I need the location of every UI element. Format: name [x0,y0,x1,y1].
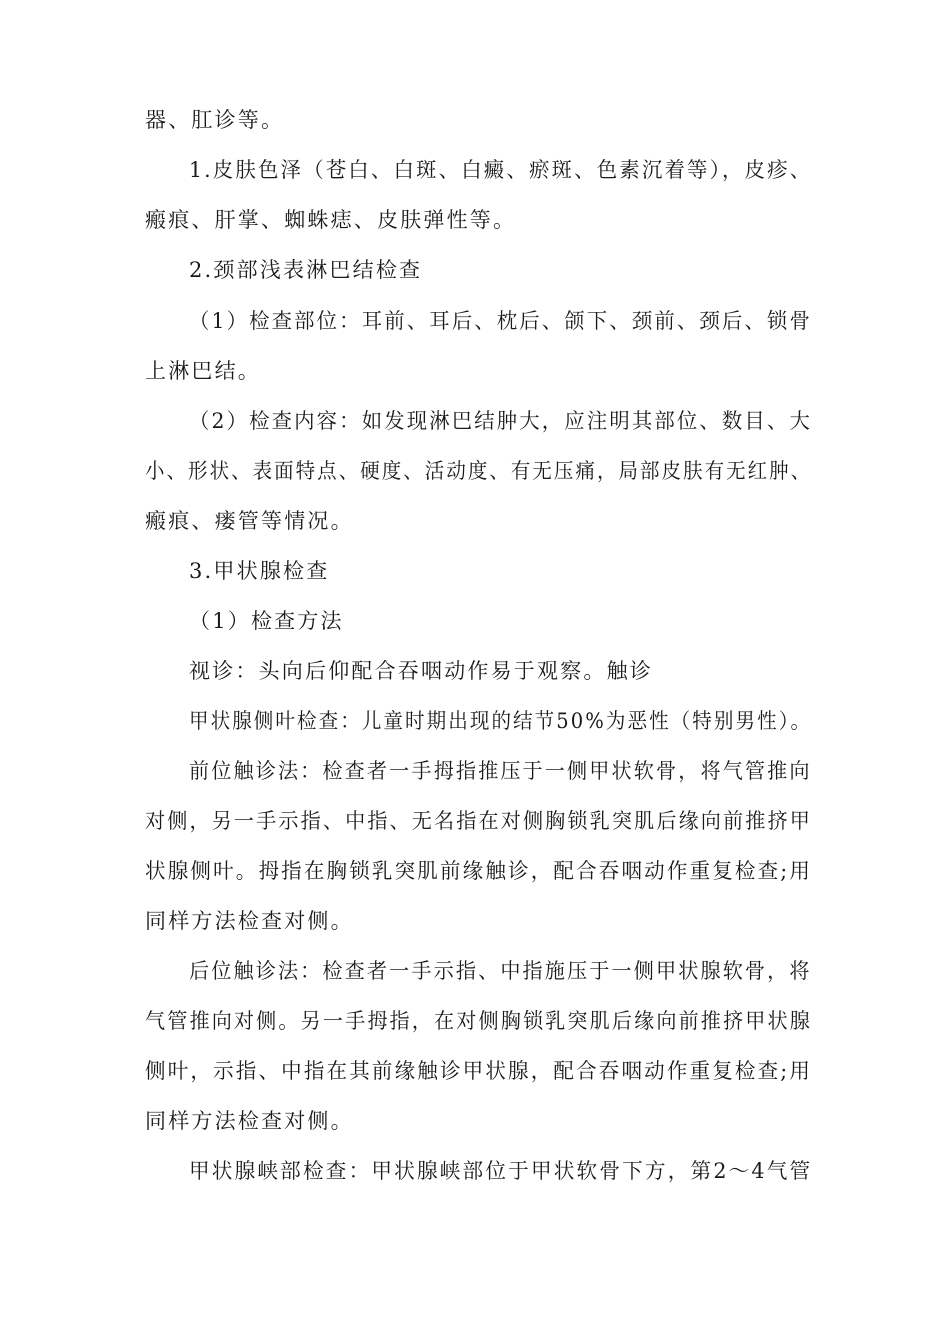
subheading-method: （1）检查方法 [189,609,344,633]
text-line-16: 状腺侧叶。拇指在胸锁乳突肌前缘触诊，配合吞咽动作重复检查;用 [145,859,813,883]
text-line-15: 对侧，另一手示指、中指、无名指在对侧胸锁乳突肌后缘向前推挤甲 [145,809,812,833]
section-heading-3: 3.甲状腺检查 [189,559,330,583]
text-line-5: （1）检查部位：耳前、耳后、枕后、颌下、颈前、颈后、锁骨 [189,309,812,333]
text-line-7: （2）检查内容：如发现淋巴结肿大，应注明其部位、数目、大 [189,409,812,433]
text-line-22: 甲状腺峡部检查：甲状腺峡部位于甲状软骨下方，第2～4气管 [189,1159,813,1183]
text-line-3: 瘢痕、肝掌、蜘蛛痣、皮肤弹性等。 [145,208,517,232]
text-line-21: 同样方法检查对侧。 [145,1109,354,1133]
text-line-19: 气管推向对侧。另一手拇指，在对侧胸锁乳突肌后缘向前推挤甲状腺 [145,1009,812,1033]
text-line-18: 后位触诊法：检查者一手示指、中指施压于一侧甲状腺软骨，将 [189,959,812,983]
text-line-12: 视诊：头向后仰配合吞咽动作易于观察。触诊 [189,659,653,683]
text-line-13: 甲状腺侧叶检查：儿童时期出现的结节50%为恶性（特别男性）。 [189,709,813,733]
text-line-9: 瘢痕、瘘管等情况。 [145,509,354,533]
text-line-20: 侧叶，示指、中指在其前缘触诊甲状腺，配合吞咽动作重复检查;用 [145,1059,813,1083]
text-line-17: 同样方法检查对侧。 [145,909,354,933]
text-line-6: 上淋巴结。 [145,359,261,383]
text-line-14: 前位触诊法：检查者一手拇指推压于一侧甲状软骨，将气管推向 [189,759,812,783]
section-heading-2: 2.颈部浅表淋巴结检查 [189,258,423,282]
text-line-8: 小、形状、表面特点、硬度、活动度、有无压痛，局部皮肤有无红肿、 [145,459,813,483]
text-line-1: 器、肛诊等。 [145,108,285,132]
text-line-2: 1.皮肤色泽（苍白、白斑、白癜、瘀斑、色素沉着等），皮疹、 [189,158,813,182]
